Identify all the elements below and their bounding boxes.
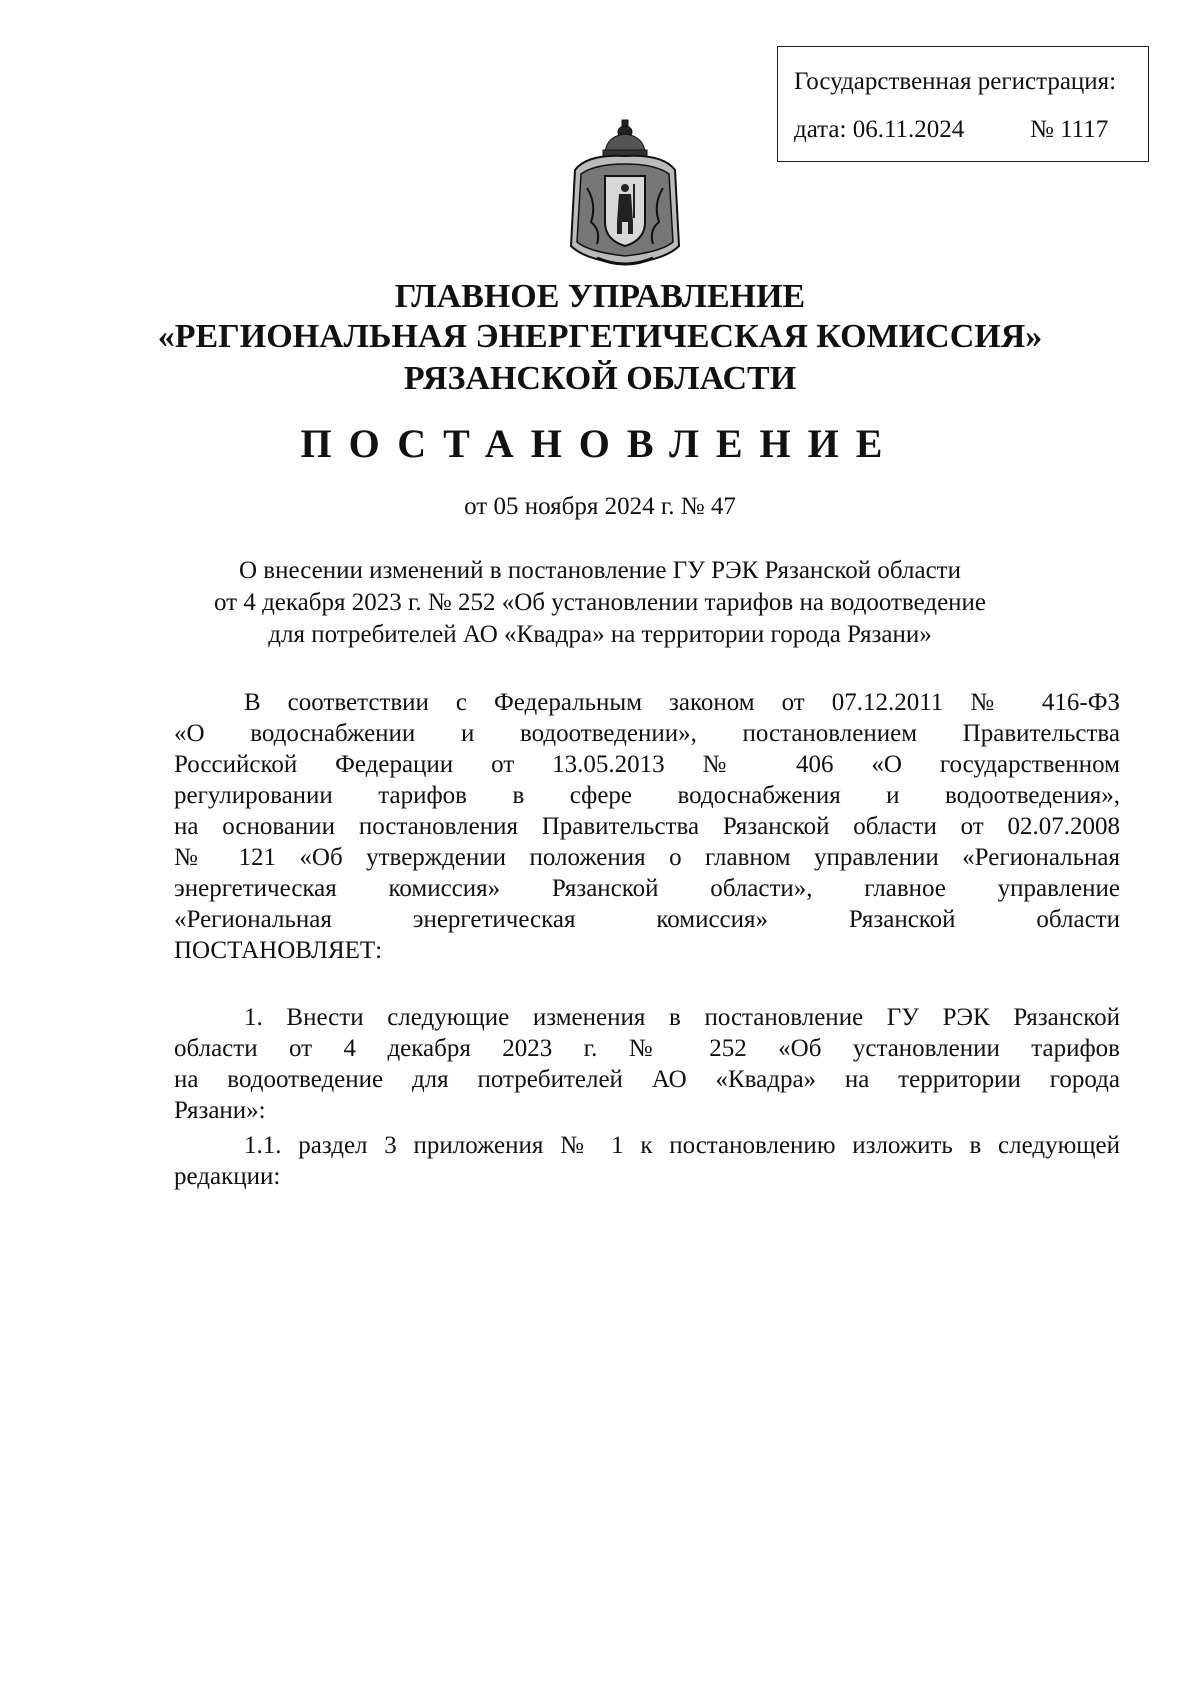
paragraph-line: области от 4 декабря 2023 г. № 252 «Об установлении тарифов	[174, 1035, 1120, 1062]
subject-line: от 4 декабря 2023 г. № 252 «Об установлении тарифов на водоотведение	[213, 589, 987, 616]
document-date-number: от 05 ноября 2024 г. № 47	[464, 493, 736, 520]
paragraph-line: № 121 «Об утверждении положения о главном управлении «Региональная	[174, 844, 1120, 871]
paragraph-line: Рязани»:	[174, 1097, 266, 1124]
paragraph-line: регулировании тарифов в сфере водоснабжения и водоотведения»,	[174, 782, 1120, 809]
paragraph-line: энергетическая комиссия» Рязанской области», главное управление	[174, 875, 1120, 902]
paragraph-line: 1.1. раздел 3 приложения № 1 к постановлению изложить в следующей	[244, 1132, 1120, 1159]
registration-stamp-box	[777, 46, 1149, 162]
item-1-1-paragraph	[174, 1130, 1120, 1192]
paragraph-line: «Региональная энергетическая комиссия» Рязанской области	[174, 906, 1120, 933]
subject-line: О внесении изменений в постановление ГУ РЭК Рязанской области	[239, 557, 961, 584]
authority-name-line2: «РЕГИОНАЛЬНАЯ ЭНЕРГЕТИЧЕСКАЯ КОМИССИЯ»	[157, 318, 1043, 355]
paragraph-line: ПОСТАНОВЛЯЕТ:	[174, 937, 383, 964]
ryazan-coat-of-arms-icon	[567, 118, 683, 270]
paragraph-line: на основании постановления Правительства Рязанской области от 02.07.2008	[174, 813, 1120, 840]
item-1-paragraph	[174, 1002, 1120, 1126]
registration-date: дата: 06.11.2024	[794, 116, 965, 143]
paragraph-line: В соответствии с Федеральным законом от 07.12.2011 № 416-ФЗ	[244, 689, 1120, 716]
registration-number: № 1117	[1030, 116, 1109, 143]
authority-name-line3: РЯЗАНСКОЙ ОБЛАСТИ	[403, 360, 797, 397]
paragraph-line: Российской Федерации от 13.05.2013 № 406 «О государственном	[174, 751, 1120, 778]
paragraph-line: редакции:	[174, 1163, 281, 1190]
preamble-paragraph	[174, 687, 1120, 966]
paragraph-line: 1. Внести следующие изменения в постановление ГУ РЭК Рязанской	[244, 1004, 1120, 1031]
paragraph-line: на водоотведение для потребителей АО «Квадра» на территории города	[174, 1066, 1120, 1093]
document-subject	[140, 555, 1060, 651]
paragraph-line: «О водоснабжении и водоотведении», постановлением Правительства	[174, 720, 1120, 747]
registration-title: Государственная регистрация:	[794, 68, 1117, 95]
subject-line: для потребителей АО «Квадра» на территории города Рязани»	[268, 621, 932, 648]
document-type-title: ПОСТАНОВЛЕНИЕ	[300, 421, 900, 466]
authority-name-line1: ГЛАВНОЕ УПРАВЛЕНИЕ	[394, 278, 806, 315]
